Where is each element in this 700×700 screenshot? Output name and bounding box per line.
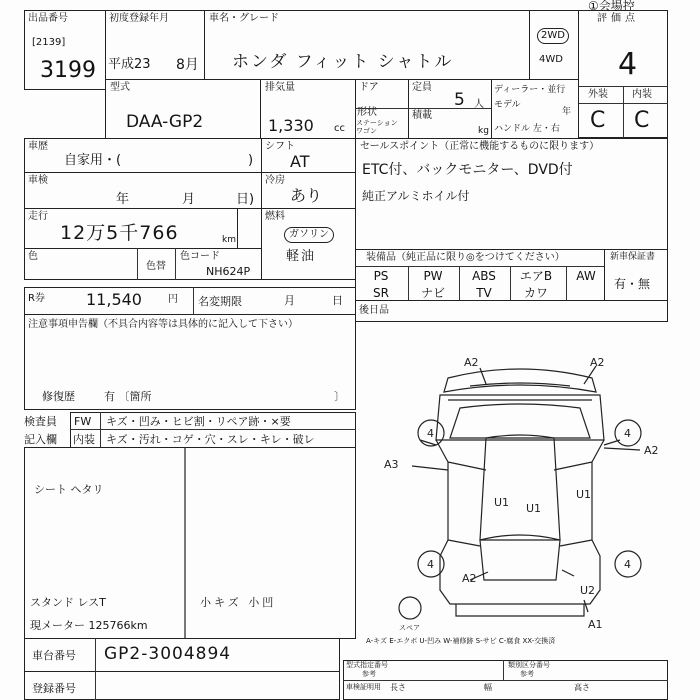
equip-airbag: エアB — [519, 269, 553, 283]
recycle-value: 11,540 — [86, 290, 142, 309]
aircon-label: 冷房 — [265, 175, 285, 186]
model-year-unit: 年 — [562, 107, 572, 117]
chassis-label: 車台番号 — [32, 649, 76, 662]
lot-tag: [2139] — [32, 37, 66, 48]
entry-label: 記入欄 — [24, 433, 57, 446]
fuel-label: 燃料 — [265, 211, 285, 222]
cert-label: 車検証明用 — [346, 683, 381, 691]
shift-value: AT — [290, 152, 310, 171]
displacement-unit: cc — [334, 123, 345, 134]
handle-text: ハンドル 左・右 — [494, 124, 560, 134]
backorder-label: 後日品 — [359, 305, 389, 316]
shape-label: 形状 — [357, 107, 377, 118]
load-label: 積載 — [412, 110, 432, 121]
lot-number: 3199 — [40, 58, 96, 83]
displacement-value: 1,330 — [268, 116, 314, 135]
interior-items-label: 内装 — [73, 433, 95, 446]
equip-leather: カワ — [523, 286, 548, 300]
mark-wheel-rr: 4 — [624, 558, 631, 571]
equip-sr: SR — [373, 286, 389, 300]
mark-u1-left-door: U1 — [494, 496, 510, 509]
first-reg-label: 初度登録年月 — [109, 13, 169, 24]
aircon-value: あり — [290, 186, 323, 205]
equip-pw: PW — [423, 269, 443, 283]
inspector-label: 検査員 — [24, 415, 57, 428]
mark-a2-front-right: A2 — [590, 356, 605, 369]
mark-u2-rear-right: U2 — [580, 584, 596, 597]
capacity-label: 定員 — [412, 82, 432, 93]
drive-2wd: 2WD — [537, 28, 569, 44]
color-code-value: NH624P — [206, 265, 251, 278]
model-value: DAA-GP2 — [126, 112, 204, 132]
type-number-ref: 参考 — [362, 670, 376, 678]
deadline-month: 月 — [284, 294, 295, 307]
dealer-text: ディーラー・並行 — [494, 85, 566, 95]
exterior-grade: C — [590, 108, 606, 133]
shape-options: ステーション ワゴン — [356, 119, 398, 135]
usage-value: 自家用・( — [64, 153, 122, 168]
model-label: 型式 — [110, 82, 130, 93]
notes-label: 注意事項申告欄（不具合内容等は具体的に記入して下さい） — [28, 319, 298, 330]
inspection-year: 年 — [116, 192, 130, 207]
shift-label: シフト — [265, 141, 295, 152]
mark-u1-roof: U1 — [526, 502, 542, 515]
equip-navi: ナビ — [420, 286, 445, 300]
model-year-label: モデル — [494, 100, 521, 110]
car-name-label: 車名・グレード — [209, 13, 279, 24]
fuel-gasoline: ガソリン — [284, 227, 334, 243]
interior-label: 内装 — [632, 89, 652, 100]
capacity-value: 5 — [454, 90, 465, 110]
fuel-light-oil: 軽油 — [286, 249, 317, 264]
grade-label: 評価点 — [597, 13, 639, 24]
class-number-ref: 参考 — [520, 670, 534, 678]
first-reg-era: 平成23 — [108, 57, 151, 72]
warranty-label: 新車保証書 — [610, 252, 656, 262]
remark-line3: 現メーター 125766km — [30, 619, 148, 632]
equip-tv: TV — [476, 286, 492, 300]
repair-label: 修復歴 — [42, 390, 75, 403]
width-label: 幅 — [484, 683, 492, 692]
capacity-unit: 人 — [474, 99, 484, 110]
equip-ps: PS — [373, 269, 389, 283]
repair-value: 有 〔箇所 — [104, 390, 152, 403]
height-label: 高さ — [574, 683, 590, 692]
inspection-label: 車検 — [28, 175, 48, 186]
mileage-value: 12万5千766 — [60, 222, 179, 244]
mark-u1-right-door: U1 — [576, 488, 592, 501]
car-name-value: ホンダ フィット シャトル — [232, 52, 454, 72]
deadline-day: 日 — [332, 294, 343, 307]
equip-aw: AW — [576, 269, 596, 283]
grade-value: 4 — [618, 47, 638, 82]
inspection-day: 日) — [236, 192, 255, 207]
chassis-value: GP2-3004894 — [104, 644, 232, 664]
interior-grade: C — [634, 108, 650, 133]
inspector-row1-items: キズ・凹み・ヒビ割・リペア跡・×要 — [106, 415, 291, 428]
sales-label: セールスポイント（正常に機能するものに限ります） — [360, 141, 600, 152]
warranty-value: 有・無 — [614, 277, 651, 291]
length-label: 長さ — [390, 683, 406, 692]
registration-label: 登録番号 — [32, 682, 76, 695]
equip-abs: ABS — [472, 269, 496, 283]
mileage-label: 走行 — [28, 211, 48, 222]
spare-label: スペア — [399, 624, 420, 632]
remark-line2: スタンド レスT — [30, 596, 106, 609]
usage-close: ) — [248, 153, 254, 168]
sales-line1: ETC付、バックモニター、DVD付 — [362, 162, 573, 178]
first-reg-month: 8月 — [176, 57, 199, 73]
remark-line4: 小キズ 小凹 — [200, 596, 277, 609]
mileage-unit: km — [222, 235, 236, 245]
mark-wheel-rl: 4 — [427, 558, 434, 571]
venue-label: ①会場控 — [588, 0, 635, 13]
inspector-row2-items: キズ・汚れ・コゲ・穴・スレ・キレ・破レ — [106, 433, 315, 446]
displacement-label: 排気量 — [265, 82, 295, 93]
mark-a3-left-side: A3 — [384, 458, 399, 471]
color-code-label: 色コード — [180, 251, 220, 262]
mark-a2-rear-left: A2 — [462, 572, 477, 585]
repair-close: 〕 — [334, 390, 345, 403]
equipment-label: 装備品（純正品に限り◎をつけてください） — [366, 252, 565, 263]
drive-4wd: 4WD — [539, 54, 563, 65]
sales-line2: 純正アルミホイル付 — [362, 189, 470, 203]
exterior-label: 外装 — [588, 89, 608, 100]
inspection-month: 月 — [182, 192, 196, 207]
color-label: 色 — [28, 251, 38, 262]
mark-wheel-fl: 4 — [427, 427, 434, 440]
damage-legend: A-キズ E-エクボ U-凹み W-補修跡 S-サビ C-腐食 XX-交換済 — [366, 637, 556, 645]
recycle-label: R券 — [28, 293, 45, 304]
mark-a2-front-left: A2 — [464, 356, 479, 369]
recycle-unit: 円 — [168, 294, 178, 305]
lot-label: 出品番号 — [28, 13, 68, 24]
doors-label: ドア — [359, 82, 379, 93]
fw-label: FW — [74, 415, 92, 428]
load-unit: kg — [478, 126, 489, 136]
mark-wheel-fr: 4 — [624, 427, 631, 440]
class-number-label: 類別区分番号 — [508, 661, 550, 669]
remark-line1: シート ヘタリ — [34, 483, 104, 496]
name-change-deadline: 名変期限 — [198, 295, 242, 308]
color-change-label: 色替 — [146, 261, 166, 272]
mark-a1-rear: A1 — [588, 618, 603, 631]
type-number-label: 型式指定番号 — [346, 661, 388, 669]
mark-a2-right-side: A2 — [644, 444, 659, 457]
usage-label: 車歴 — [28, 141, 48, 152]
